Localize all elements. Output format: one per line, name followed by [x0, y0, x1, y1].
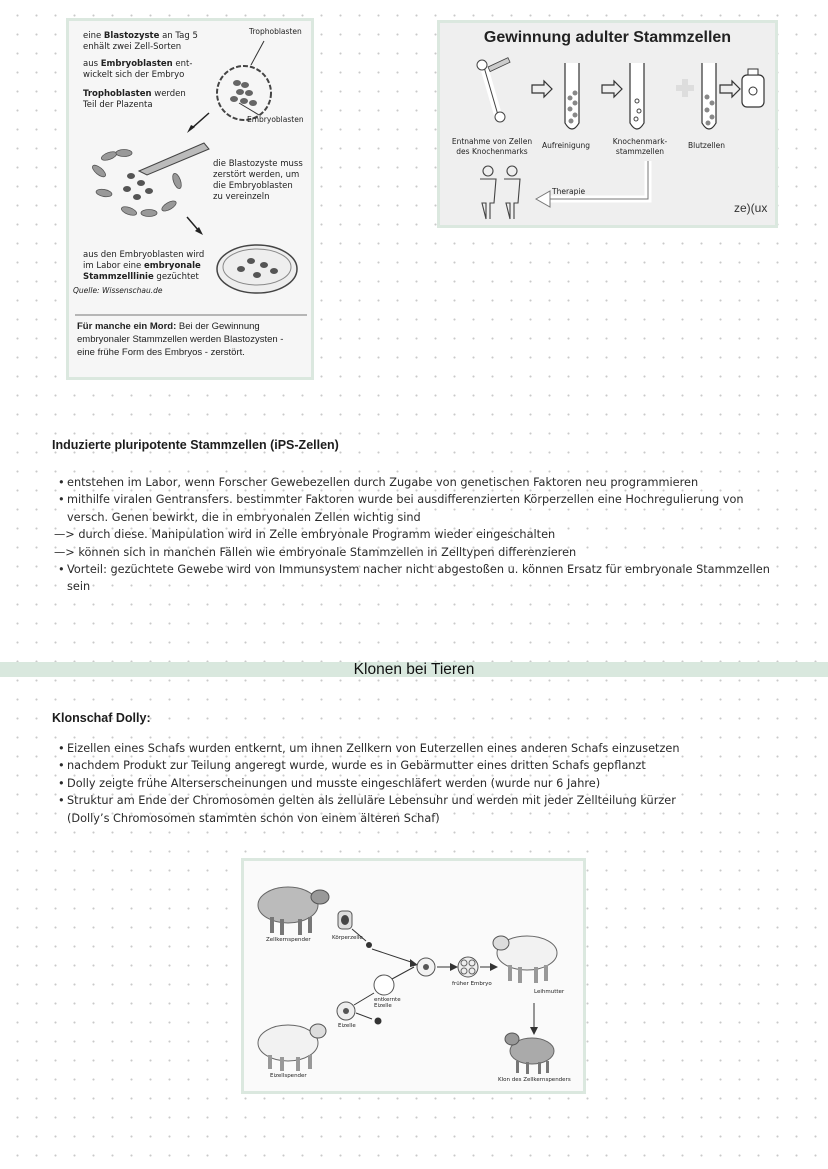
dolly-bullet-3: • Dolly zeigte frühe Alterserscheinungen und musste eingeschläfert werden (wurde nur 6 Jahre) — [58, 775, 818, 792]
figure-caption: Für manche ein Mord: Bei der Gewinnung embryonaler Stammzellen werden Blastozysten - eine frühe Form des Embryos - zerstört. — [77, 321, 284, 358]
label-zellkernspender: Zellkernspender — [266, 937, 311, 943]
zeux-logo: ze)(ux — [734, 201, 768, 215]
cloning-illustration — [244, 861, 583, 1091]
dolly-bullet-2: • nachdem Produkt zur Teilung angeregt wurde, wurde es in Gebärmutter eines dritten Schafs gepflanzt — [58, 757, 818, 774]
dolly-bullet-1: • Eizellen eines Schafs wurden entkernt, um ihnen Zellkern von Euterzellen eines anderen Schafs einzusetzen — [58, 740, 818, 757]
label-frueher-embryo: früher Embryo — [452, 981, 492, 987]
therapy-label: Therapie — [552, 187, 586, 196]
ips-arrow-2: —> können sich in manchen Fällen wie embryonale Stammzellen in Zelltypen differenzieren — [54, 545, 577, 559]
label-eizelle: Eizelle — [338, 1023, 356, 1029]
trophoblast-text: Trophoblasten werden Teil der Plazenta — [83, 89, 186, 110]
blastocyst-intro-text: eine Blastozyste an Tag 5 enhält zwei Zell-Sorten — [83, 31, 198, 52]
dolly-list — [58, 740, 818, 827]
ips-bullet-3-cont: sein — [67, 580, 91, 594]
ips-list — [54, 474, 818, 596]
label-eizellspender: Eizellspender — [270, 1073, 307, 1079]
label-leihmutter: Leihmutter — [534, 989, 565, 995]
step-label-knochenmark: Knochenmark- stammzellen — [612, 137, 668, 156]
label-embryoblasten: Embryoblasten — [247, 115, 304, 124]
ips-heading: Induzierte pluripotente Stammzellen (iPS-Zellen) — [52, 438, 339, 452]
source-note: Quelle: Wissenschau.de — [73, 286, 163, 295]
dolly-bullet-4-cont: (Dolly’s Chromosomen stammten schon von einem älteren Schaf) — [67, 811, 440, 825]
destroy-text: die Blastozyste muss zerstört werden, um die Embryoblasten zu vereinzeln — [213, 159, 303, 202]
label-entkernte-eizelle: entkernte Eizelle — [374, 997, 401, 1009]
figure2-title: Gewinnung adulter Stammzellen — [483, 29, 732, 46]
cloning-figure — [241, 858, 586, 1094]
label-trophoblasten: Trophoblasten — [249, 27, 302, 36]
ips-bullet-2: • mithilfe viralen Gentransfers. bestimmter Faktoren wurde bei ausdifferenzierten Körperzellen eine Hochregulierung von — [58, 491, 818, 508]
dolly-heading: Klonschaf Dolly: — [52, 711, 151, 725]
ips-bullet-3: • Vorteil: gezüchtete Gewebe wird von Immunsystem nacher nicht abgestoßen u. können Ersatz für embryonale Stammzellen — [58, 561, 818, 578]
adult-stemcell-figure — [437, 20, 778, 228]
label-koerperzelle: Körperzelle — [332, 935, 363, 941]
step-label-entnahme: Entnahme von Zellen des Knochenmarks — [451, 137, 533, 156]
ips-bullet-2-cont: versch. Genen bewirkt, die in embryonalen Zellen wichtig sind — [67, 510, 421, 524]
klonen-title: Klonen bei Tieren — [353, 661, 475, 678]
blastocyst-figure — [66, 18, 314, 380]
step-label-blutzellen: Blutzellen — [688, 141, 726, 150]
ips-arrow-1: —> durch diese. Manipulation wird in Zelle embryonale Programm wieder eingeschalten — [54, 528, 556, 542]
embryoblast-text: aus Embryoblasten ent- wickelt sich der Embryo — [83, 59, 193, 80]
adult-stemcell-illustration — [440, 23, 775, 225]
ips-bullet-1: • entstehen im Labor, wenn Forscher Gewebezellen durch Zugabe von genetischen Faktoren neu programmieren — [58, 474, 818, 491]
lab-text: aus den Embryoblasten wird im Labor eine embryonale Stammzelllinie gezüchtet — [83, 250, 205, 282]
dolly-bullet-4: • Struktur am Ende der Chromosomen gelten als zelluläre Lebensuhr und werden mit jeder Zellteilung kürzer — [58, 792, 818, 809]
step-label-aufreinigung: Aufreinigung — [542, 141, 591, 150]
label-klon: Klon des Zellkernspenders — [498, 1077, 571, 1083]
